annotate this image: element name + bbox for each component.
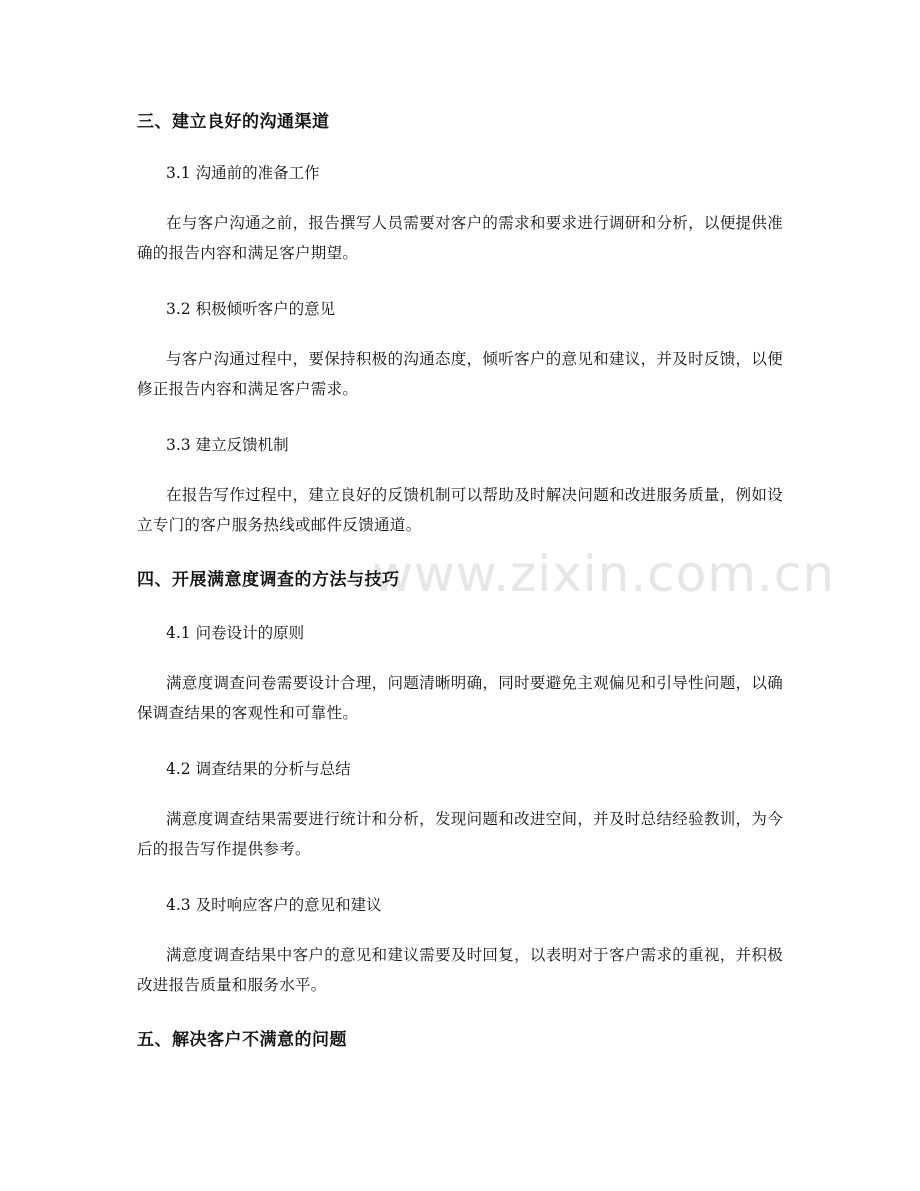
subsection-title-4-1: 4.1 问卷设计的原则 — [166, 624, 305, 642]
section-heading-4: 四、开展满意度调查的方法与技巧 — [137, 570, 400, 590]
paragraph-3-2: 与客户沟通过程中，要保持积极的沟通态度，倾听客户的意见和建议，并及时反馈，以便修正报告内容和满足客户需求。 — [137, 350, 783, 398]
subsection-title-3-1: 3.1 沟通前的准备工作 — [166, 164, 320, 182]
subsection-title-3-3: 3.3 建立反馈机制 — [166, 436, 289, 454]
subsection-title-3-2: 3.2 积极倾听客户的意见 — [166, 300, 336, 318]
subsection-title-4-2: 4.2 调查结果的分析与总结 — [166, 760, 351, 778]
section-heading-3: 三、建立良好的沟通渠道 — [137, 112, 330, 132]
section-heading-5: 五、解决客户不满意的问题 — [137, 1030, 347, 1050]
subsection-title-4-3: 4.3 及时响应客户的意见和建议 — [166, 896, 382, 914]
paragraph-4-2: 满意度调查结果需要进行统计和分析，发现问题和改进空间，并及时总结经验教训，为今后的报告写作提供参考。 — [137, 810, 783, 858]
watermark: www.zixin.com.cn — [372, 545, 836, 603]
paragraph-4-3: 满意度调查结果中客户的意见和建议需要及时回复，以表明对于客户需求的重视，并积极改进报告质量和服务水平。 — [137, 946, 783, 994]
paragraph-3-3: 在报告写作过程中，建立良好的反馈机制可以帮助及时解决问题和改进服务质量，例如设立专门的客户服务热线或邮件反馈通道。 — [137, 486, 783, 534]
paragraph-3-1: 在与客户沟通之前，报告撰写人员需要对客户的需求和要求进行调研和分析，以便提供准确的报告内容和满足客户期望。 — [137, 214, 783, 262]
paragraph-4-1: 满意度调查问卷需要设计合理，问题清晰明确，同时要避免主观偏见和引导性问题，以确保调查结果的客观性和可靠性。 — [137, 674, 783, 722]
